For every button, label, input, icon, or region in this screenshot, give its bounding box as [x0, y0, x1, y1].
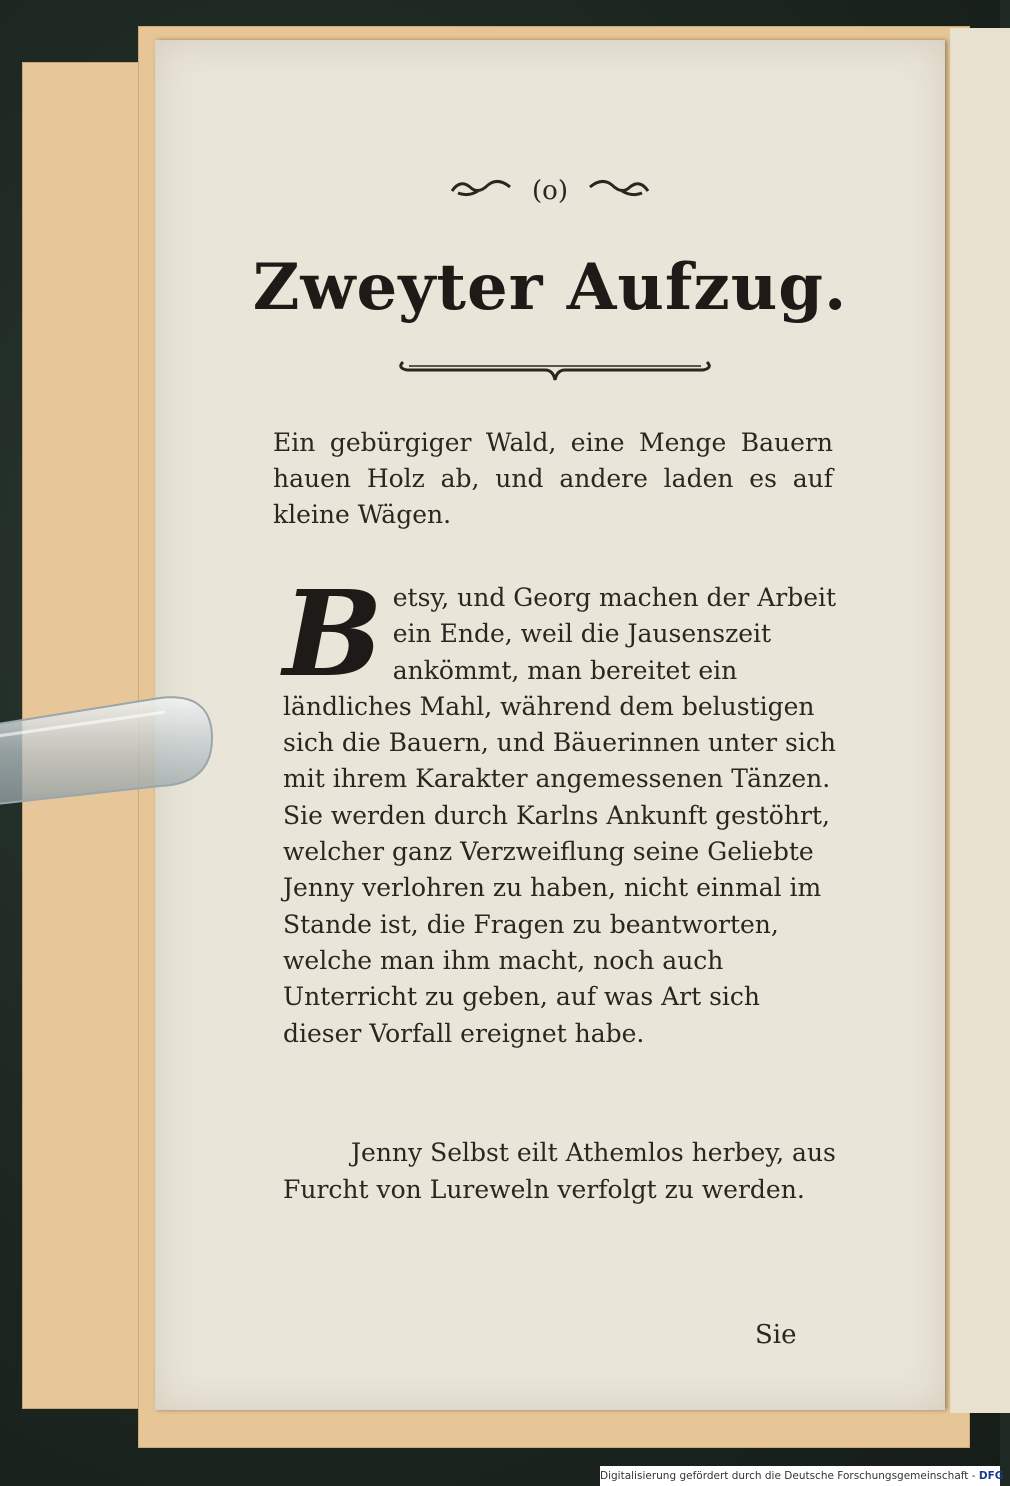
page-header — [155, 175, 945, 206]
book-page — [155, 40, 945, 1410]
stage-direction: Ein gebürgiger Wald, eine Menge Bauern hauen Holz ab, und andere laden es auf kleine Wägen. — [273, 428, 833, 529]
left-ornament-icon — [448, 177, 518, 205]
paragraph-2: Jenny Selbst eilt Athemlos herbey, aus Furcht von Lureweln verfolgt zu werden. — [283, 1138, 836, 1204]
paragraph-1-text: etsy, und Georg machen der Arbeit ein Ende, weil die Jausenszeit ankömmt, man bereitet ein ländliches Mahl, während dem belustigen sich die Bauern, und Bäuerinnen unter sich mit ihrem Karakter angemessenen Tänzen. Sie werden durch Karlns Ankunft gestöhrt, welcher ganz Verzweiflung seine Geliebte Jenny verlohren zu haben, nicht einmal im Stande ist, die Fragen zu beantworten, welche man ihm macht, noch auch Unterricht zu geben, auf was Art sich dieser Vorfall ereignet habe. — [283, 583, 837, 1048]
drop-cap: B — [283, 564, 383, 703]
dfg-logo: DFG — [978, 1470, 1004, 1482]
footer-text: Digitalisierung gefördert durch die Deutsche Forschungsgemeinschaft - — [600, 1470, 976, 1482]
paragraph-1 — [283, 564, 843, 1052]
chapter-title: Zweyter Aufzug. — [252, 250, 848, 325]
glass-page-weight-icon — [0, 690, 220, 810]
page-number: (o) — [532, 176, 568, 206]
facing-page-edge — [950, 28, 1010, 1413]
footer-credit — [600, 1466, 1004, 1486]
catchword: Sie — [755, 1320, 797, 1350]
title-rule-ornament-icon — [395, 350, 715, 390]
right-ornament-icon — [582, 177, 652, 205]
